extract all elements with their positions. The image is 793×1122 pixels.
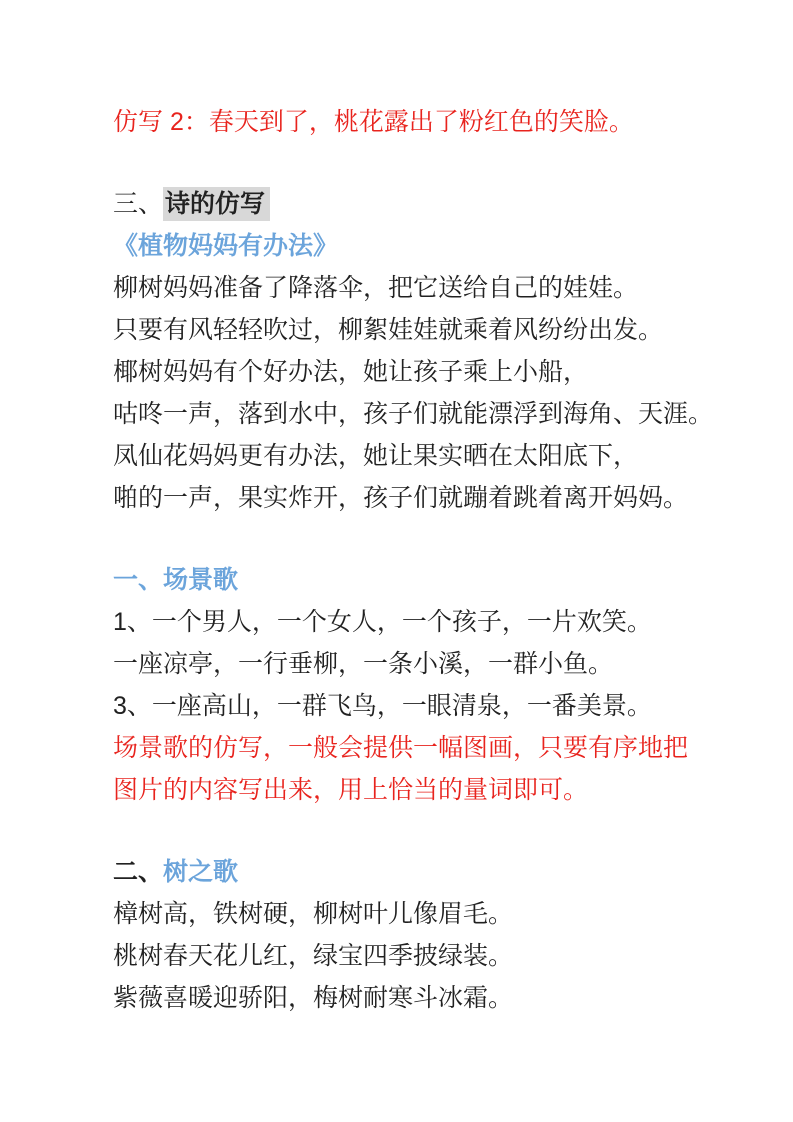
heading-scene-song: 一、场景歌: [113, 566, 239, 594]
poem-line: 柳树妈妈准备了降落伞，把它送给自己的娃娃。: [113, 274, 639, 302]
tree-song-line: 紫薇喜暖迎骄阳，梅树耐寒斗冰霜。: [113, 984, 514, 1012]
poem-line: 啪的一声，果实炸开，孩子们就蹦着跳着离开妈妈。: [113, 484, 689, 512]
section-number-two: 二、: [113, 858, 164, 886]
tree-song-title: 树之歌: [163, 858, 239, 886]
tree-song-line: 桃树春天花儿红，绿宝四季披绿装。: [113, 942, 514, 970]
poem-line: 凤仙花妈妈更有办法，她让果实晒在太阳底下，: [113, 442, 639, 470]
poem-title: 《植物妈妈有办法》: [113, 232, 339, 260]
heading-tree-song: [113, 851, 738, 893]
section-number-three: 三、: [113, 190, 164, 218]
scene-song-line: 3、一座高山，一群飞鸟，一眼清泉，一番美景。: [113, 692, 652, 720]
scene-song-note-line: 图片的内容写出来，用上恰当的量词即可。: [113, 776, 589, 804]
mimic-example-line: 仿写 2：春天到了，桃花露出了粉红色的笑脸。: [113, 108, 634, 136]
tree-song-line: 樟树高，铁树硬，柳树叶儿像眉毛。: [113, 900, 514, 928]
scene-song-note-line: 场景歌的仿写，一般会提供一幅图画，只要有序地把: [113, 734, 689, 762]
scene-song-line: 1、一个男人，一个女人，一个孩子，一片欢笑。: [113, 608, 652, 636]
scene-song-line: 一座凉亭，一行垂柳，一条小溪，一群小鱼。: [113, 650, 614, 678]
poem-line: 椰树妈妈有个好办法，她让孩子乘上小船，: [113, 358, 589, 386]
section-title-highlighted: 诗的仿写: [163, 187, 270, 221]
section-heading-poem-imitation: [113, 183, 738, 225]
poem-line: 咕咚一声，落到水中，孩子们就能漂浮到海角、天涯。: [113, 400, 714, 428]
poem-line: 只要有风轻轻吹过，柳絮娃娃就乘着风纷纷出发。: [113, 316, 664, 344]
